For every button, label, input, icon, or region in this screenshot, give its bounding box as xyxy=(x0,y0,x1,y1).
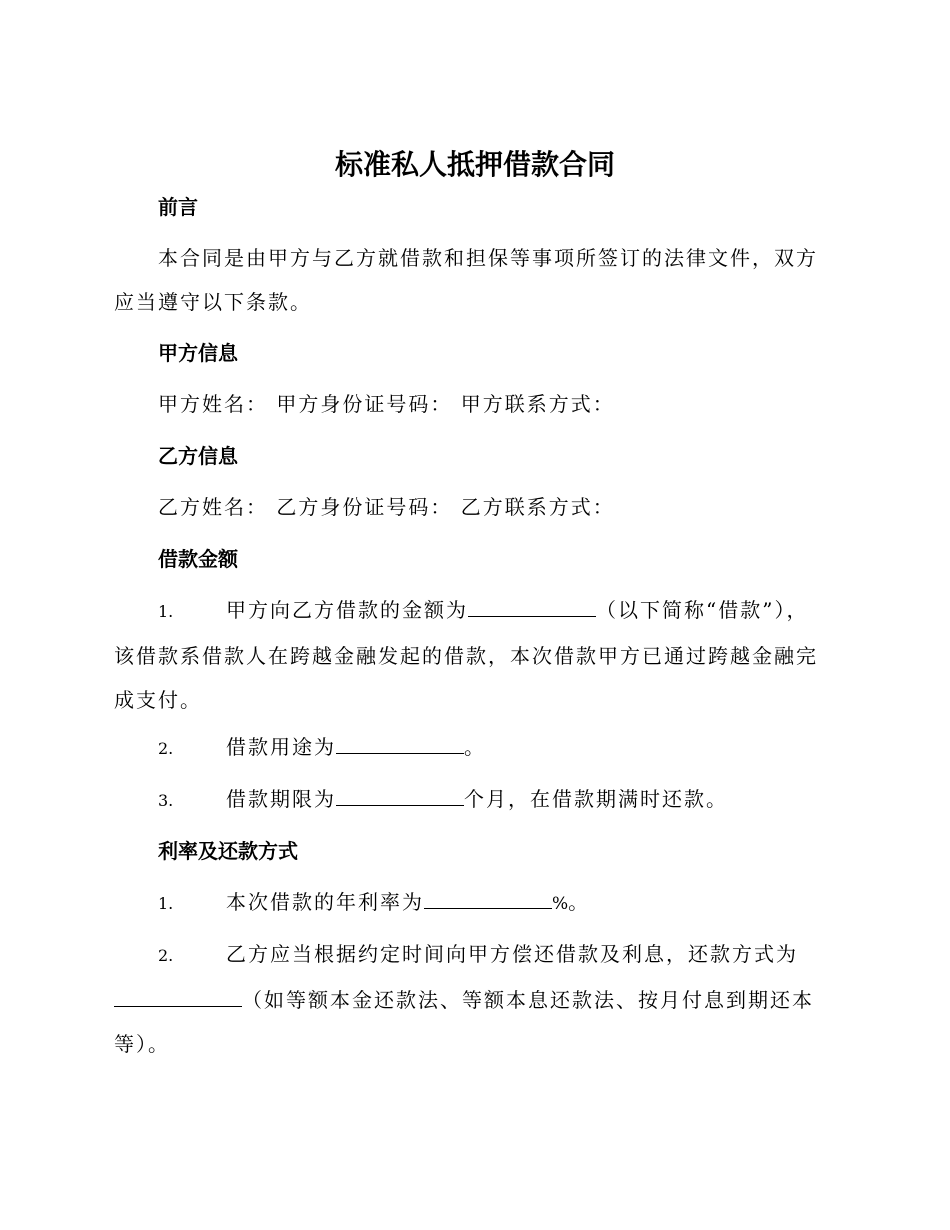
loan-amount-blank xyxy=(468,598,596,617)
interest-rate-blank xyxy=(424,890,552,909)
repayment-method-blank xyxy=(114,988,242,1007)
page-title: 标准私人抵押借款合同 xyxy=(334,148,615,181)
clause-text-after: 。 xyxy=(568,890,591,914)
clause-text-after: （以下简称“借款”），该借款系借款人在跨越金融发起的借款，本次借款甲方已通过跨越金融完成支付。 xyxy=(114,598,818,712)
clause-number: 1. xyxy=(158,602,174,621)
clause-number: 2. xyxy=(158,946,174,965)
clause-text-after: （如等额本金还款法、等额本息还款法、按月付息到期还本等）。 xyxy=(114,988,814,1056)
party-a-heading: 甲方信息 xyxy=(158,341,238,365)
interest-clause-1 xyxy=(114,880,830,926)
loan-term-blank xyxy=(336,787,464,806)
percent-sign: % xyxy=(552,894,569,914)
clause-number: 3. xyxy=(158,791,174,810)
clause-text-before: 乙方应当根据约定时间向甲方偿还借款及利息，还款方式为 xyxy=(226,942,798,966)
clause-text-before: 甲方向乙方借款的金额为 xyxy=(226,598,468,622)
party-b-info-line: 乙方姓名： 乙方身份证号码： 乙方联系方式： xyxy=(158,495,615,519)
loan-purpose-blank xyxy=(336,735,464,754)
clause-text-after: 个月，在借款期满时还款。 xyxy=(464,787,728,811)
clause-text-before: 借款用途为 xyxy=(226,735,336,759)
clause-text-after: 。 xyxy=(464,735,486,759)
loan-amount-clause-3 xyxy=(114,777,830,823)
interest-heading: 利率及还款方式 xyxy=(158,839,298,863)
preface-heading: 前言 xyxy=(158,195,198,219)
loan-amount-heading: 借款金额 xyxy=(158,547,238,571)
clause-text-before: 本次借款的年利率为 xyxy=(226,890,424,914)
party-a-info-line: 甲方姓名： 甲方身份证号码： 甲方联系方式： xyxy=(158,392,615,416)
loan-amount-clause-2 xyxy=(114,725,830,771)
loan-amount-clause-1 xyxy=(114,588,830,722)
preface-text: 本合同是由甲方与乙方就借款和担保等事项所签订的法律文件，双方应当遵守以下条款。 xyxy=(114,246,818,314)
party-b-heading: 乙方信息 xyxy=(158,444,238,468)
clause-text-before: 借款期限为 xyxy=(226,787,336,811)
interest-clause-2 xyxy=(114,932,830,1066)
clause-number: 1. xyxy=(158,894,174,913)
clause-number: 2. xyxy=(158,739,174,758)
